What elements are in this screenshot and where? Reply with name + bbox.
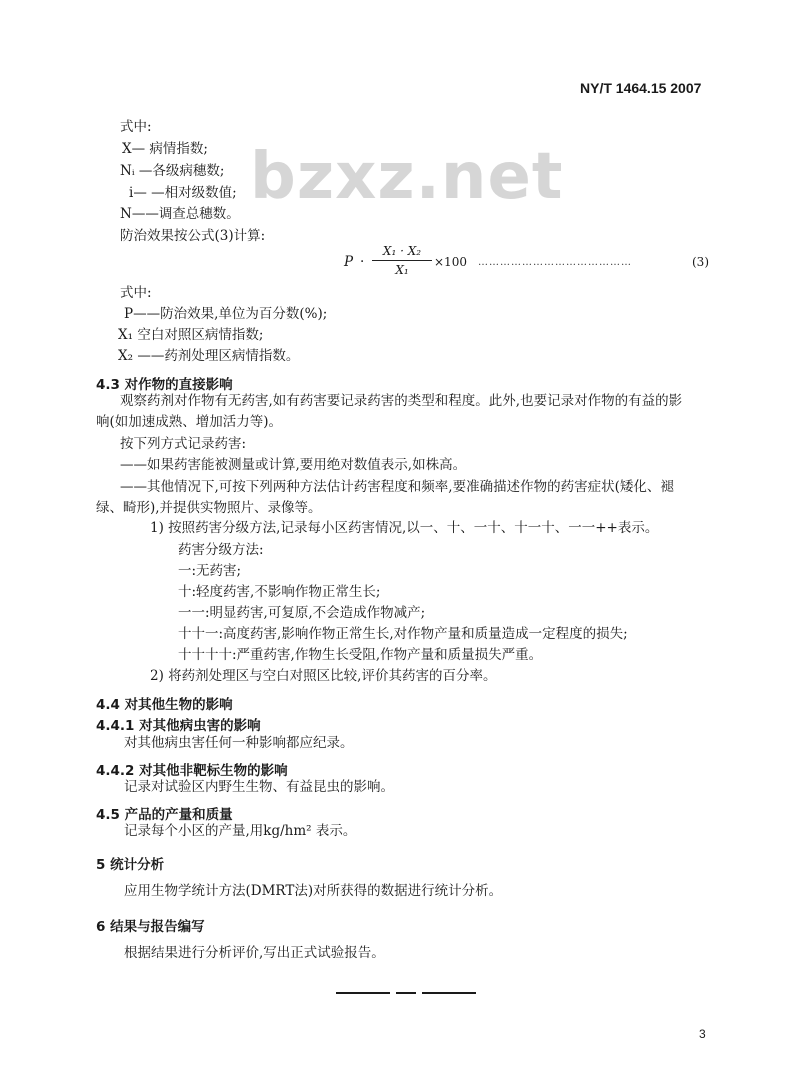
formula3-numerator: X₁ · X₂ [382, 244, 422, 258]
formula3-var: P——防治效果,单位为百分数(%); [124, 306, 328, 322]
dash-item-cont: 绿、畸形),并提供实物照片、录像等。 [96, 500, 322, 516]
formula3-operator: · [360, 254, 365, 270]
formula2-var: i— —相对级数值; [129, 185, 237, 201]
formula2-var: Nᵢ —各级病穗数; [120, 163, 225, 179]
grade-item: 十十一:高度药害,影响作物正常生长,对作物产量和质量造成一定程度的损失; [178, 626, 628, 642]
grade-item: 十十十十:严重药害,作物生长受阻,作物产量和质量损失严重。 [178, 647, 543, 663]
section-heading: 4.5 产品的产量和质量 [96, 807, 233, 823]
paragraph: 记录每个小区的产量,用kg/hm² 表示。 [124, 823, 357, 839]
fraction-bar [372, 260, 432, 261]
end-rule-segment [336, 992, 390, 994]
end-rule-segment [422, 992, 476, 994]
formula3-fraction [372, 244, 432, 277]
dash-item: ——如果药害能被测量或计算,要用绝对数值表示,如株高。 [120, 457, 467, 473]
paragraph: 对其他病虫害任何一种影响都应纪录。 [124, 735, 354, 751]
formula3-leader: …………………………………… [478, 257, 632, 268]
paragraph: 应用生物学统计方法(DMRT法)对所获得的数据进行统计分析。 [124, 883, 503, 899]
grade-item: 十:轻度药害,不影响作物正常生长; [178, 584, 381, 600]
formula3-denominator: X₁ [395, 263, 409, 277]
grade-item: 一:无药害; [178, 563, 242, 579]
grading-title: 药害分级方法: [178, 542, 264, 558]
paragraph: 按下列方式记录药害: [120, 436, 247, 452]
paragraph: 根据结果进行分析评价,写出正式试验报告。 [124, 945, 385, 961]
formula3-intro: 式中: [120, 285, 152, 301]
formula3-intro: 防治效果按公式(3)计算: [120, 228, 266, 244]
formula3-multiplier: ×100 [434, 255, 467, 269]
subsection-heading: 4.4.1 对其他病虫害的影响 [96, 718, 261, 734]
dash-item: ——其他情况下,可按下列两种方法估计药害程度和频率,要准确描述作物的药害症状(矮化、褪 [120, 479, 674, 495]
watermark: bzxz.net [250, 140, 564, 214]
formula3-number: (3) [692, 255, 709, 269]
subsection-heading: 4.4.2 对其他非靶标生物的影响 [96, 763, 288, 779]
paragraph: 响(如加速成熟、增加活力等)。 [96, 414, 283, 430]
numbered-item: 1) 按照药害分级方法,记录每小区药害情况,以一、十、一十、十一十、一一++表示。 [150, 520, 659, 536]
formula2-var: X— 病情指数; [122, 141, 208, 157]
section-heading: 4.3 对作物的直接影响 [96, 377, 233, 393]
section-heading: 6 结果与报告编写 [96, 919, 205, 935]
grade-item: 一一:明显药害,可复原,不会造成作物减产; [178, 605, 426, 621]
formula3-var: X₁ 空白对照区病情指数; [118, 327, 264, 343]
standard-number: NY/T 1464.15 2007 [580, 80, 702, 96]
paragraph: 观察药剂对作物有无药害,如有药害要记录药害的类型和程度。此外,也要记录对作物的有益的影 [120, 393, 683, 409]
end-rule-segment [396, 992, 416, 994]
numbered-item: 2) 将药剂处理区与空白对照区比较,评价其药害的百分率。 [150, 668, 497, 684]
formula2-var: N——调查总穗数。 [120, 206, 240, 222]
formula3-var: X₂ ——药剂处理区病情指数。 [118, 348, 300, 364]
formula3-lhs: P [344, 254, 354, 270]
section-heading: 4.4 对其他生物的影响 [96, 697, 233, 713]
formula2-intro: 式中: [120, 119, 152, 135]
page-number: 3 [699, 1027, 706, 1041]
paragraph: 记录对试验区内野生生物、有益昆虫的影响。 [124, 779, 394, 795]
section-heading: 5 统计分析 [96, 857, 165, 873]
